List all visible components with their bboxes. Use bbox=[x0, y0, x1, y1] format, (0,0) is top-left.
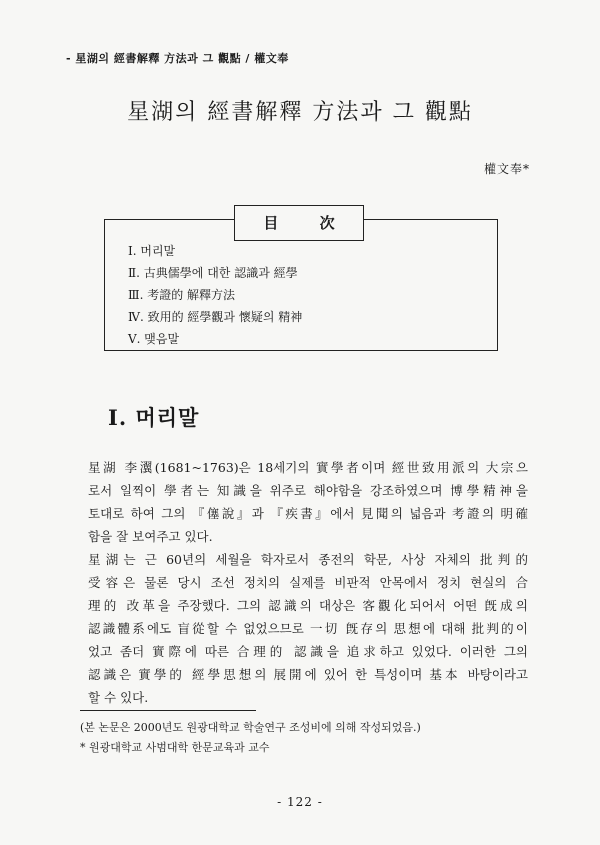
paper-title: 星湖의 經書解釋 方法과 그 觀點 bbox=[127, 100, 473, 125]
paragraph-line: 할 수 있다. bbox=[88, 690, 149, 705]
paragraph-line: 認識體系에도 盲從할 수 없었으므로 一切 旣存의 思想에 대해 批判的이 bbox=[88, 621, 528, 636]
paragraph-line: 로서 일찍이 學者는 知識을 위주로 해야함을 강조하였으며 博學精神을 bbox=[88, 483, 528, 498]
toc-item: Ⅲ. 考證的 解釋方法 bbox=[128, 288, 236, 302]
toc-item: Ⅳ. 致用的 經學觀과 懷疑의 精神 bbox=[128, 310, 303, 324]
paragraph-line: 受容은 물론 당시 조선 정치의 실제를 비판적 안목에서 정치 현실의 合 bbox=[88, 575, 528, 590]
toc-item: Ⅴ. 맺음말 bbox=[128, 332, 180, 346]
running-header: - 星湖의 經書解釋 方法과 그 觀點 / 權文奉 bbox=[66, 52, 289, 65]
toc-list bbox=[128, 240, 302, 350]
footnote-funding: (본 논문은 2000년도 원광대학교 학술연구 조성비에 의해 작성되었음.) bbox=[80, 721, 421, 734]
paragraph-line: 었고 좀더 實際에 따른 合理的 認識을 追求하고 있었다. 이러한 그의 bbox=[88, 644, 528, 659]
body-paragraph-1 bbox=[88, 456, 528, 548]
toc-title: 目 次 bbox=[234, 205, 364, 241]
body-paragraph-2 bbox=[88, 548, 528, 709]
paragraph-line: 토대로 하여 그의 『僿說』과 『疾書』에서 見聞의 넓음과 考證의 明確 bbox=[88, 506, 528, 521]
paragraph-line: 理的 改革을 주장했다. 그의 認識의 대상은 客觀化되어서 어떤 旣成의 bbox=[88, 598, 528, 613]
footnote-divider bbox=[80, 710, 256, 711]
paragraph-line: 함을 잘 보여주고 있다. bbox=[88, 529, 213, 544]
author-name: 權文奉* bbox=[483, 162, 530, 176]
toc-item: Ⅱ. 古典儒學에 대한 認識과 經學 bbox=[128, 266, 298, 280]
footnote-affiliation: * 원광대학교 사범대학 한문교육과 교수 bbox=[80, 741, 270, 754]
toc-item: Ⅰ. 머리말 bbox=[128, 244, 176, 258]
paragraph-line: 星湖는 근 60년의 세월을 학자로서 종전의 학문, 사상 자체의 批判的 bbox=[88, 552, 528, 567]
section-heading: Ⅰ. 머리말 bbox=[108, 405, 200, 430]
page-number: - 122 - bbox=[277, 795, 323, 809]
paragraph-line: 認識은 實學的 經學思想의 展開에 있어 한 특성이며 基本 바탕이라고 bbox=[88, 667, 528, 682]
paragraph-line: 星湖 李瀷(1681~1763)은 18세기의 實學者이며 經世致用派의 大宗으 bbox=[88, 460, 528, 475]
